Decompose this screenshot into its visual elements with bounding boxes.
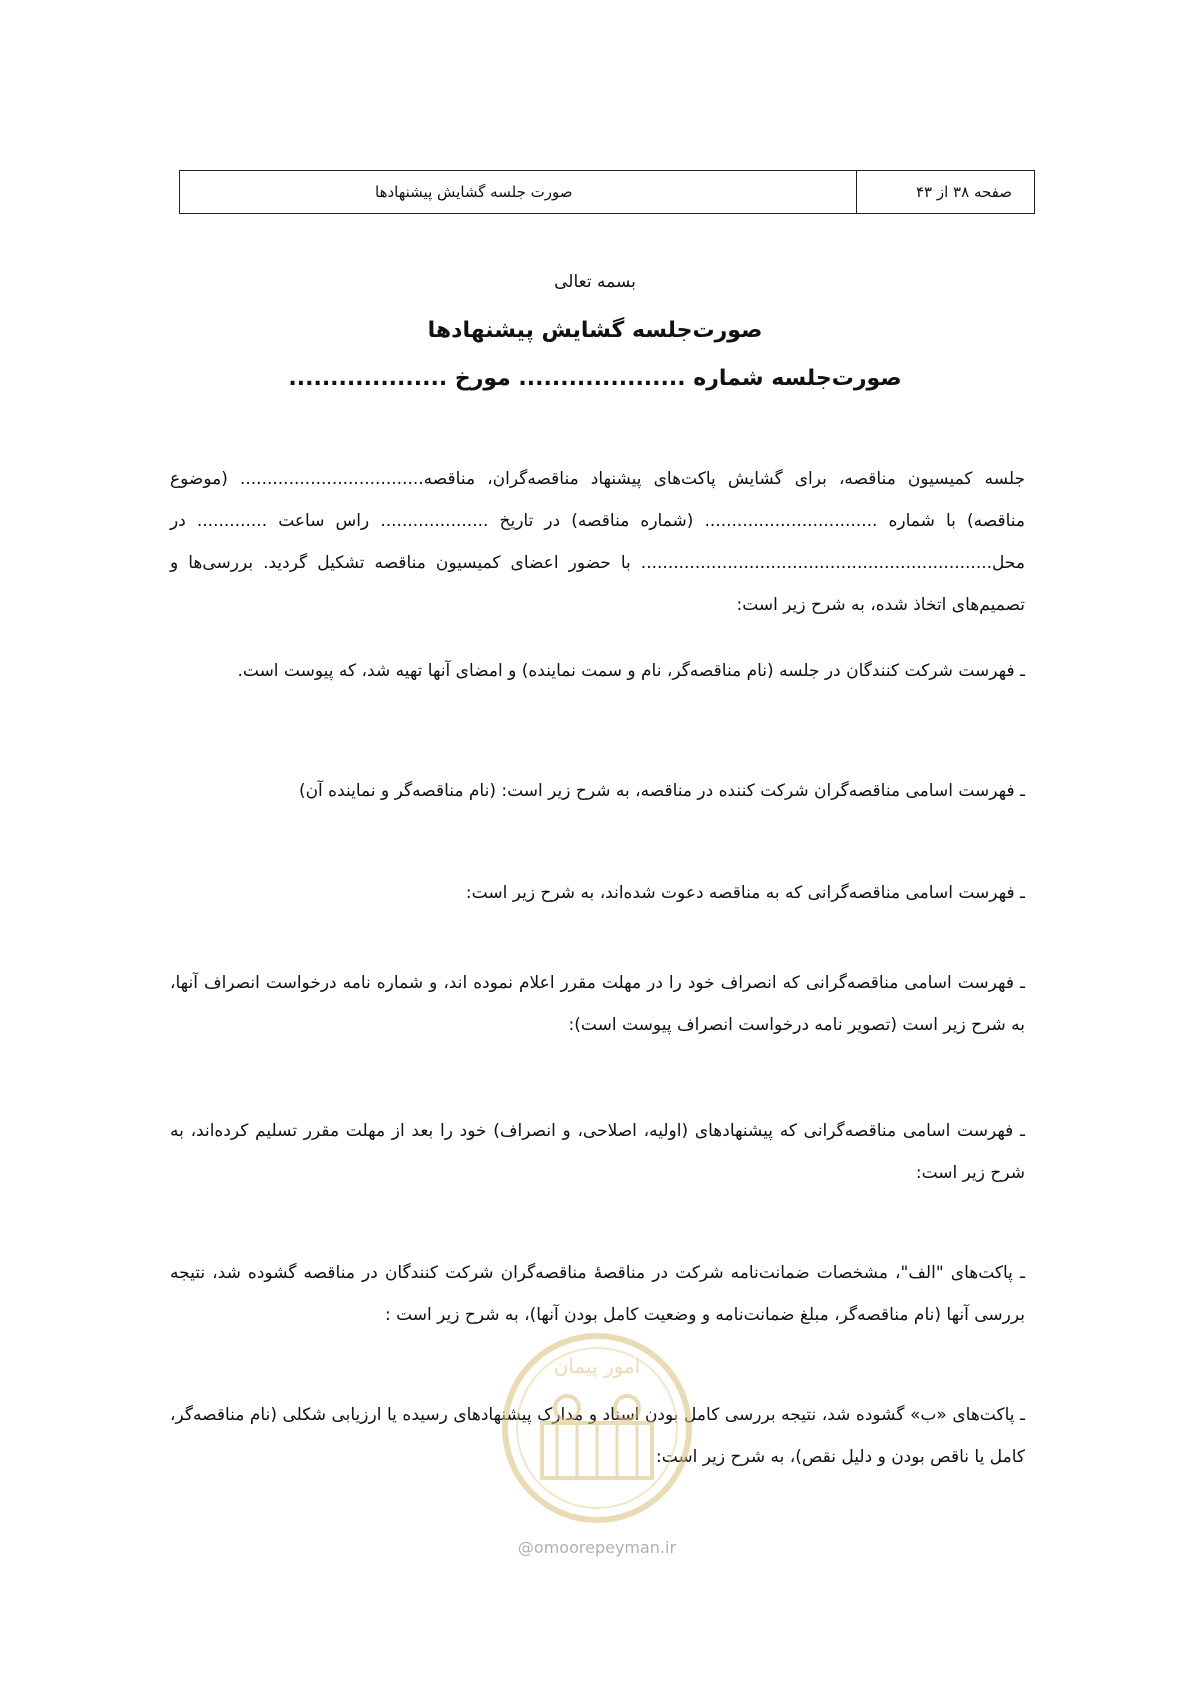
bidders-list-item: ـ فهرست اسامی مناقصه‌گران شرکت کننده در مناقصه، به شرح زیر است: (نام مناقصه‌گر و نماینده آن) <box>298 781 1025 801</box>
late-bidders-item: ـ فهرست اسامی مناقصه‌گرانی که پیشنهادهای (اولیه، اصلاحی، و انصراف) خود را بعد از مهلت مقرر تسلیم کرده‌اند، به شرح زیر است: <box>170 1121 1025 1183</box>
withdrawn-bidders-item: ـ فهرست اسامی مناقصه‌گرانی که انصراف خود را در مهلت مقرر اعلام نموده اند، و شماره نامه درخواست انصراف آنها، به شرح زیر است (تصویر نامه درخواست انصراف پیوست است): <box>170 973 1025 1035</box>
header-doc-title <box>180 171 856 213</box>
watermark-site: @omoorepeyman.ir <box>517 1538 677 1557</box>
header-doc-title-text: صورت جلسه گشایش پیشنهادها <box>375 183 573 201</box>
session-number-line: صورت‌جلسه شماره .................... مورخ ................... <box>288 366 902 391</box>
participants-item: ـ فهرست شرکت کنندگان در جلسه (نام مناقصه‌گر، نام و سمت نماینده) و امضای آنها تهیه شد، که پیوست است. <box>237 661 1025 681</box>
invited-bidders-item: ـ فهرست اسامی مناقصه‌گرانی که به مناقصه دعوت شده‌اند، به شرح زیر است: <box>465 883 1025 903</box>
watermark-logo-text: امور پیمان <box>553 1354 641 1378</box>
bismillah: بسمه تعالی <box>554 272 636 292</box>
page-number: صفحه ۳۸ از ۴۳ <box>856 171 1034 213</box>
intro-paragraph: جلسه کمیسیون مناقصه، برای گشایش پاکت‌های پیشنهاد مناقصه‌گران، مناقصه.................................. (موضوع مناقصه) با شماره ................................ (شماره مناقصه) در تاریخ .................... راس ساعت ............. در محل................................................................. با حضور اعضای کمیسیون مناقصه تشکیل گردید. بررسی‌ها و تصمیم‌های اتخاذ شده، به شرح زیر است: <box>170 469 1025 615</box>
envelope-b-item: ـ پاکت‌های «ب» گشوده شد، نتیجه بررسی کامل بودن اسناد و مدارک پیشنهادهای رسیده یا ارزیابی شکلی (نام مناقصه‌گر، کامل یا ناقص بودن و دلیل نقص)، به شرح زیر است: <box>170 1405 1025 1467</box>
document-title: صورت‌جلسه گشایش پیشنهادها <box>427 318 763 343</box>
envelope-a-item: ـ پاکت‌های "الف"، مشخصات ضمانت‌نامه شرکت در مناقصهٔ مناقصه‌گران شرکت کنندگان در مناقصه گشوده شد، نتیجه بررسی آنها (نام مناقصه‌گر، مبلغ ضمانت‌نامه و وضعیت کامل بودن آنها)، به شرح زیر است : <box>170 1263 1025 1325</box>
header-box <box>179 170 1035 214</box>
